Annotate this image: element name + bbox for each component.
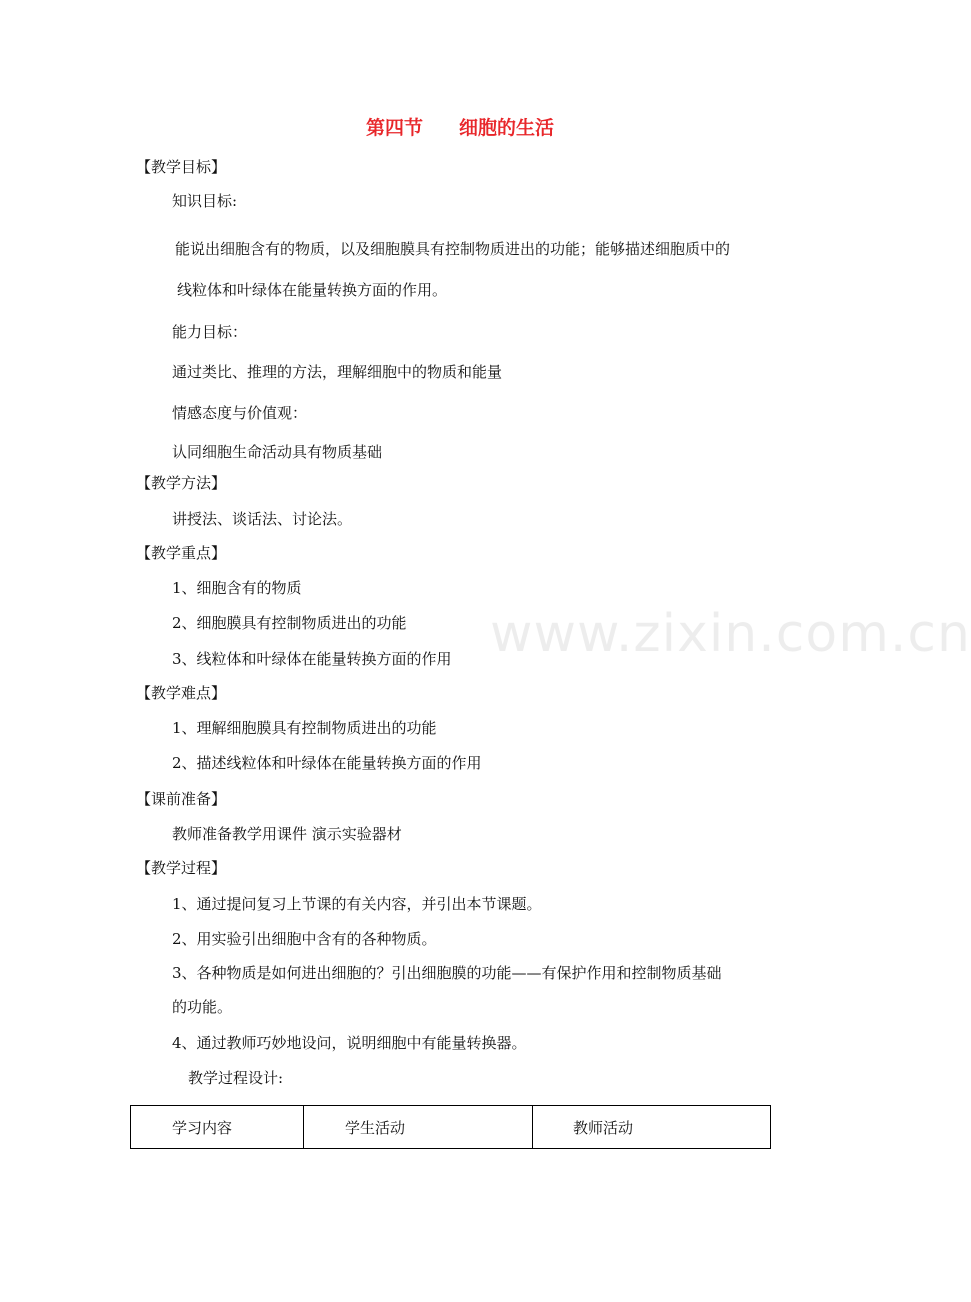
preparation-text: 教师准备教学用课件 演示实验器材 [172, 825, 402, 843]
method-text: 讲授法、谈话法、讨论法。 [172, 510, 353, 528]
table-header-cell [131, 1106, 304, 1149]
difficulty-item: 1、理解细胞膜具有控制物质进出的功能 [172, 719, 437, 737]
ability-text: 通过类比、推理的方法，理解细胞中的物质和能量 [172, 363, 503, 381]
emotion-label: 情感态度与价值观： [172, 404, 308, 422]
heading-method: 【教学方法】 [136, 474, 227, 492]
process-design-label: 教学过程设计: [188, 1069, 284, 1087]
heading-key-points: 【教学重点】 [136, 544, 227, 562]
ability-label: 能力目标： [172, 323, 248, 341]
header-student-activity: 学生活动 [345, 1118, 406, 1137]
watermark: www.zixin.com.cn [490, 604, 971, 664]
page-title [0, 116, 920, 140]
key-point-item: 1、细胞含有的物质 [172, 579, 302, 597]
table-header-cell [533, 1106, 771, 1149]
header-learning-content: 学习内容 [172, 1118, 233, 1137]
title-section-number: 第四节 [365, 117, 423, 139]
table-header-row [131, 1106, 771, 1149]
heading-process: 【教学过程】 [136, 859, 227, 877]
knowledge-line-1: 能说出细胞含有的物质，以及细胞膜具有控制物质进出的功能；能够描述细胞质中的 [175, 240, 731, 258]
process-design-table [130, 1105, 771, 1149]
header-teacher-activity: 教师活动 [573, 1118, 634, 1137]
process-item: 2、用实验引出细胞中含有的各种物质。 [172, 930, 437, 948]
knowledge-line-2: 线粒体和叶绿体在能量转换方面的作用。 [177, 281, 448, 299]
emotion-text: 认同细胞生命活动具有物质基础 [172, 443, 383, 461]
heading-preparation: 【课前准备】 [136, 790, 227, 808]
key-point-item: 2、细胞膜具有控制物质进出的功能 [172, 614, 407, 632]
process-item: 3、各种物质是如何进出细胞的？引出细胞膜的功能——有保护作用和控制物质基础 [172, 964, 722, 982]
process-item: 4、通过教师巧妙地设问，说明细胞中有能量转换器。 [172, 1034, 527, 1052]
table-header-cell [304, 1106, 533, 1149]
process-item: 1、通过提问复习上节课的有关内容，并引出本节课题。 [172, 895, 542, 913]
knowledge-label: 知识目标: [172, 192, 238, 210]
title-topic: 细胞的生活 [459, 117, 555, 139]
process-item-continuation: 的功能。 [172, 998, 233, 1016]
heading-goals: 【教学目标】 [136, 158, 227, 176]
difficulty-item: 2、描述线粒体和叶绿体在能量转换方面的作用 [172, 754, 482, 772]
key-point-item: 3、线粒体和叶绿体在能量转换方面的作用 [172, 650, 452, 668]
heading-difficulties: 【教学难点】 [136, 684, 227, 702]
